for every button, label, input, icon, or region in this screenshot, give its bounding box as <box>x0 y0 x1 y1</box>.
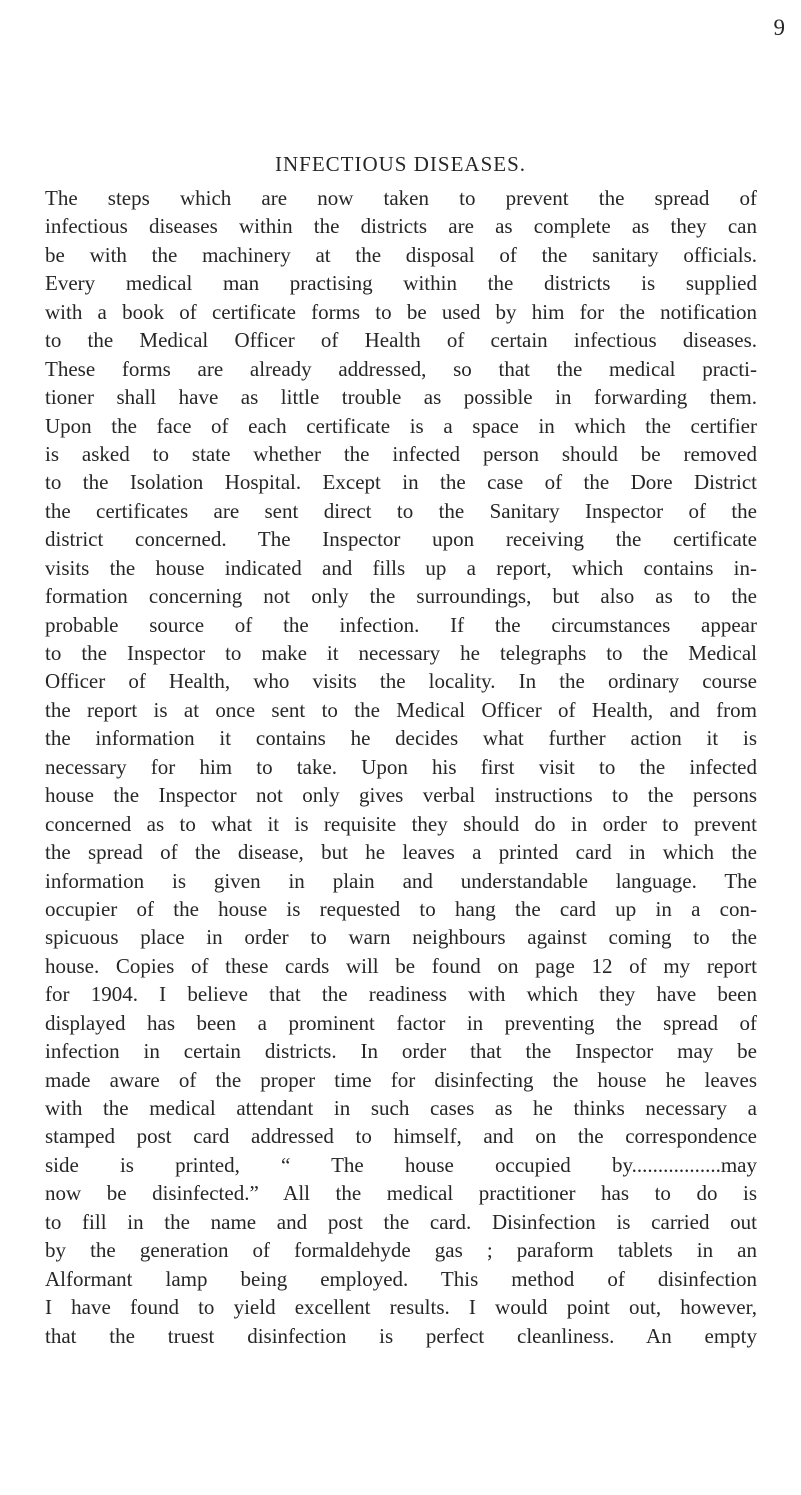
text-line: displayed has been a prominent factor in preventing the spread of <box>45 1010 757 1035</box>
text-line: is asked to state whether the infected person should be removed <box>45 441 757 466</box>
text-line: probable source of the infection. If the circumstances appear <box>45 612 757 637</box>
text-line: Every medical man practising within the districts is supplied <box>45 271 757 296</box>
text-line: infection in certain districts. In order that the Inspector may be <box>45 1039 757 1064</box>
text-line: that the truest disinfection is perfect cleanliness. An empty <box>45 1323 757 1348</box>
text-line: visits the house indicated and fills up a report, which contains in- <box>45 555 757 580</box>
text-line: necessary for him to take. Upon his first visit to the infected <box>45 754 757 779</box>
text-line: now be disinfected.” All the medical practitioner has to do is <box>45 1181 757 1206</box>
text-line: the spread of the disease, but he leaves a printed card in which the <box>45 840 757 865</box>
text-line: infectious diseases within the districts are as complete as they can <box>45 214 757 239</box>
text-line: house the Inspector not only gives verbal instructions to the persons <box>45 783 757 808</box>
text-line: I have found to yield excellent results. I would point out, however, <box>45 1295 757 1320</box>
text-line: district concerned. The Inspector upon receiving the certificate <box>45 527 757 552</box>
text-line: Upon the face of each certificate is a space in which the certifier <box>45 413 757 438</box>
text-line: with the medical attendant in such cases as he thinks necessary a <box>45 1096 757 1120</box>
text-line: with a book of certificate forms to be used by him for the notification <box>45 299 757 324</box>
text-line: Officer of Health, who visits the locality. In the ordinary course <box>45 669 757 694</box>
text-line: by the generation of formaldehyde gas ; paraform tablets in an <box>45 1238 757 1263</box>
text-line: spicuous place in order to warn neighbours against coming to the <box>45 925 757 950</box>
page-number: 9 <box>773 15 785 40</box>
text-line: the information it contains he decides what further action it is <box>45 726 757 751</box>
text-line: formation concerning not only the surroundings, but also as to the <box>45 584 757 609</box>
text-line: to the Inspector to make it necessary he telegraphs to the Medical <box>45 641 757 665</box>
text-line: These forms are already addressed, so that the medical practi- <box>45 356 757 381</box>
text-line: to the Medical Officer of Health of certain infectious diseases. <box>45 328 757 353</box>
body-text <box>45 184 757 1350</box>
text-line: to fill in the name and post the card. Disinfection is carried out <box>45 1209 757 1234</box>
text-line: the certificates are sent direct to the Sanitary Inspector of the <box>45 498 757 523</box>
text-line: occupier of the house is requested to hang the card up in a con- <box>45 896 757 921</box>
text-line: to the Isolation Hospital. Except in the case of the Dore District <box>45 470 757 495</box>
text-line: Alformant lamp being employed. This method of disinfection <box>45 1266 757 1291</box>
text-line: be with the machinery at the disposal of the sanitary officials. <box>45 242 757 267</box>
text-line: information is given in plain and understandable language. The <box>45 868 757 893</box>
text-line: concerned as to what it is requisite they should do in order to prevent <box>45 811 757 836</box>
text-line: the report is at once sent to the Medical Officer of Health, and from <box>45 697 757 722</box>
section-heading: INFECTIOUS DISEASES. <box>274 152 527 176</box>
text-line: made aware of the proper time for disinfecting the house he leaves <box>45 1067 757 1092</box>
text-line: house. Copies of these cards will be found on page 12 of my report <box>45 953 757 978</box>
text-line: The steps which are now taken to prevent the spread of <box>45 186 757 210</box>
text-line: tioner shall have as little trouble as possible in forwarding them. <box>45 385 757 410</box>
text-line: for 1904. I believe that the readiness with which they have been <box>45 982 757 1007</box>
text-line: stamped post card addressed to himself, and on the correspondence <box>45 1124 757 1149</box>
text-line: side is printed, “ The house occupied by.................may <box>45 1152 757 1177</box>
